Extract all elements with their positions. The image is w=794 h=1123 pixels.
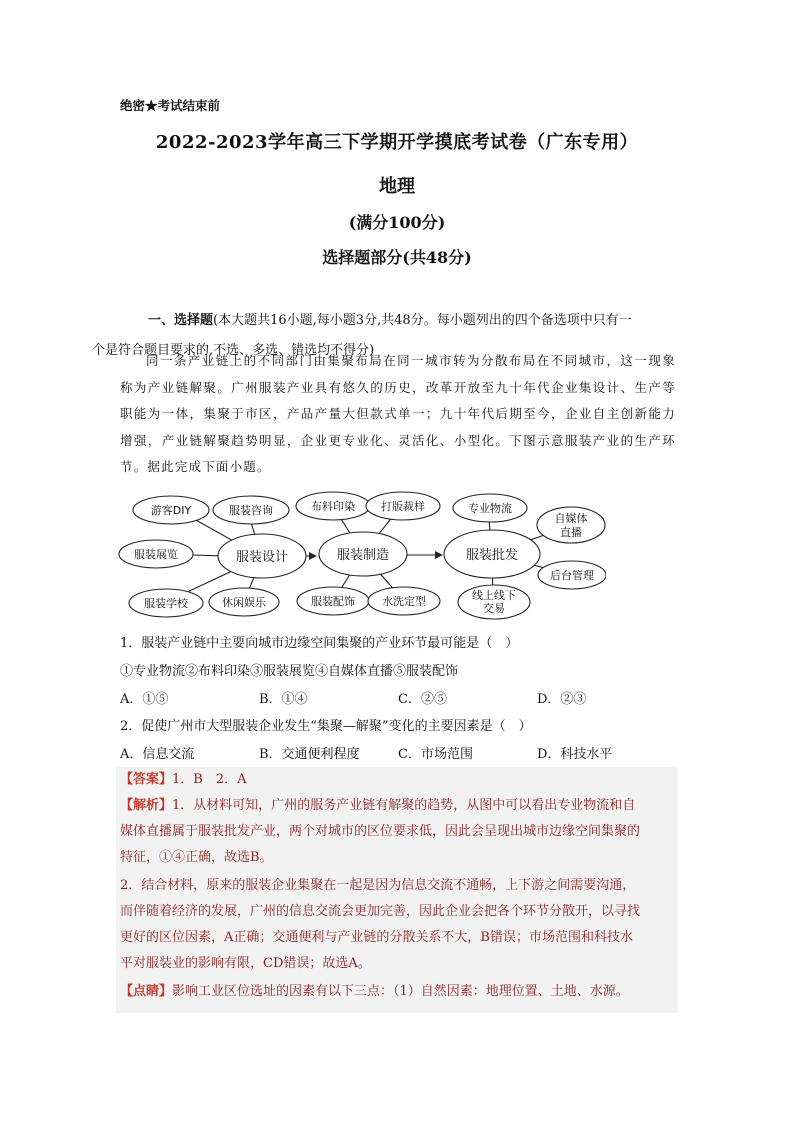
q1-option-b: B．①④ (259, 692, 308, 707)
label-hub-design: 服装设计 (235, 550, 289, 565)
label-trade: 交易 (483, 602, 505, 615)
analysis-line-4: 2．结合材料，原来的服装企业集聚在一起是因为信息交流不通畅，上下游之间需要沟通， (120, 878, 636, 893)
q1-option-a: A．①⑤ (120, 692, 169, 707)
answer-text: 1．B 2．A (172, 772, 247, 787)
tip-text: 影响工业区位选址的因素有以下三点：（1）自然因素：地理位置、土地、水源。 (172, 984, 629, 999)
q2-option-d: D．科技水平 (537, 747, 613, 762)
tip-label: 【点睛】 (120, 984, 173, 999)
analysis-line-2: 媒体直播属于服装批发产业，两个对城市的区位要求低，因此会呈现出城市边缘空间集聚的 (120, 824, 641, 839)
q2-option-c: C．市场范围 (398, 747, 473, 762)
label-tourist-diy: 游客DIY (150, 504, 192, 517)
material-paragraph: 同一条产业链上的不同部门由集聚布局在同一城市转为分散布局在不同城市，这一现象称为产业链解聚。广州服装产业具有悠久的历史，改革开放至九十年代企业集设计、生产等职能为一体，集聚于市区，产品产量大但款式单一；九十年代后期至今，企业自主创新能力增强，产业链解聚趋势明显，企业更专业化、灵活化、小型化。下图示意服装产业的生产环节。据此完成下面小题。 (120, 353, 676, 474)
label-backend: 后台管理 (550, 569, 594, 582)
analysis-line-1 (120, 793, 676, 819)
analysis-text-1: 1．从材料可知，广州的服务产业链有解聚的趋势，从图中可以看出专业物流和自 (172, 798, 636, 813)
label-printing: 布料印染 (311, 500, 355, 513)
section-title: 选择题部分(共48分) (322, 248, 472, 267)
analysis-line-5: 而伴随着经济的发展，广州的信息交流会更加完善，因此企业会把各个环节分散开，以寻找 (120, 904, 641, 919)
question-1-sub: ①专业物流②布料印染③服装展览④自媒体直播⑤服装配饰 (120, 664, 459, 679)
instructions-label: 一、选择题 (148, 313, 214, 328)
analysis-line-6: 更好的区位因素，A正确；交通便利与产业链的分散关系不大，B错误；市场范围和科技水 (120, 930, 633, 945)
q1-option-d: D．②③ (537, 692, 587, 707)
q2-option-b: B．交通便利程度 (259, 747, 360, 762)
label-consulting: 服装咨询 (229, 504, 273, 517)
tip-line (120, 979, 676, 1005)
label-leisure: 休闲娱乐 (222, 596, 266, 609)
industry-chain-diagram (116, 488, 606, 620)
label-accessories: 服装配饰 (311, 595, 355, 608)
exam-title: 2022-2023学年高三下学期开学摸底考试卷（广东专用） (155, 132, 639, 153)
label-online-offline: 线上线下 (472, 589, 516, 602)
analysis-line-3: 特征，①④正确，故选B。 (120, 850, 273, 865)
subject-title: 地理 (379, 176, 415, 197)
label-logistics: 专业物流 (468, 502, 512, 515)
label-hub-wholesale: 服装批发 (465, 548, 519, 563)
label-exhibition: 服装展览 (134, 548, 178, 561)
question-2-stem: 2．促使广州市大型服装企业发生“集聚—解聚”变化的主要因素是（ ） (120, 719, 532, 734)
q2-option-a: A．信息交流 (120, 747, 195, 762)
label-hub-manufacture: 服装制造 (336, 548, 390, 563)
answer-line (120, 767, 676, 793)
instructions-line2: 个是符合题目要求的,不选、多选、错选均不得分) (92, 343, 375, 358)
analysis-line-7: 平对服装业的影响有限，CD错误；故选A。 (120, 956, 371, 971)
confidential-label: 绝密★考试结束前 (120, 98, 221, 113)
label-washing: 水洗定型 (382, 595, 426, 608)
label-school: 服装学校 (144, 597, 188, 610)
label-live: 直播 (560, 526, 582, 539)
instructions-line1: (本大题共16小题,每小题3分,共48分。每小题列出的四个备选项中只有一 (213, 313, 632, 328)
full-score: (满分100分) (348, 213, 446, 232)
analysis-label: 【解析】 (120, 798, 173, 813)
q1-option-c: C．②⑤ (398, 692, 447, 707)
answer-label: 【答案】 (120, 772, 173, 787)
label-media: 自媒体 (554, 512, 588, 525)
label-patterning: 打版裁样 (381, 500, 425, 513)
question-1-stem: 1．服装产业链中主要向城市边缘空间集聚的产业环节最可能是（ ） (120, 636, 519, 651)
